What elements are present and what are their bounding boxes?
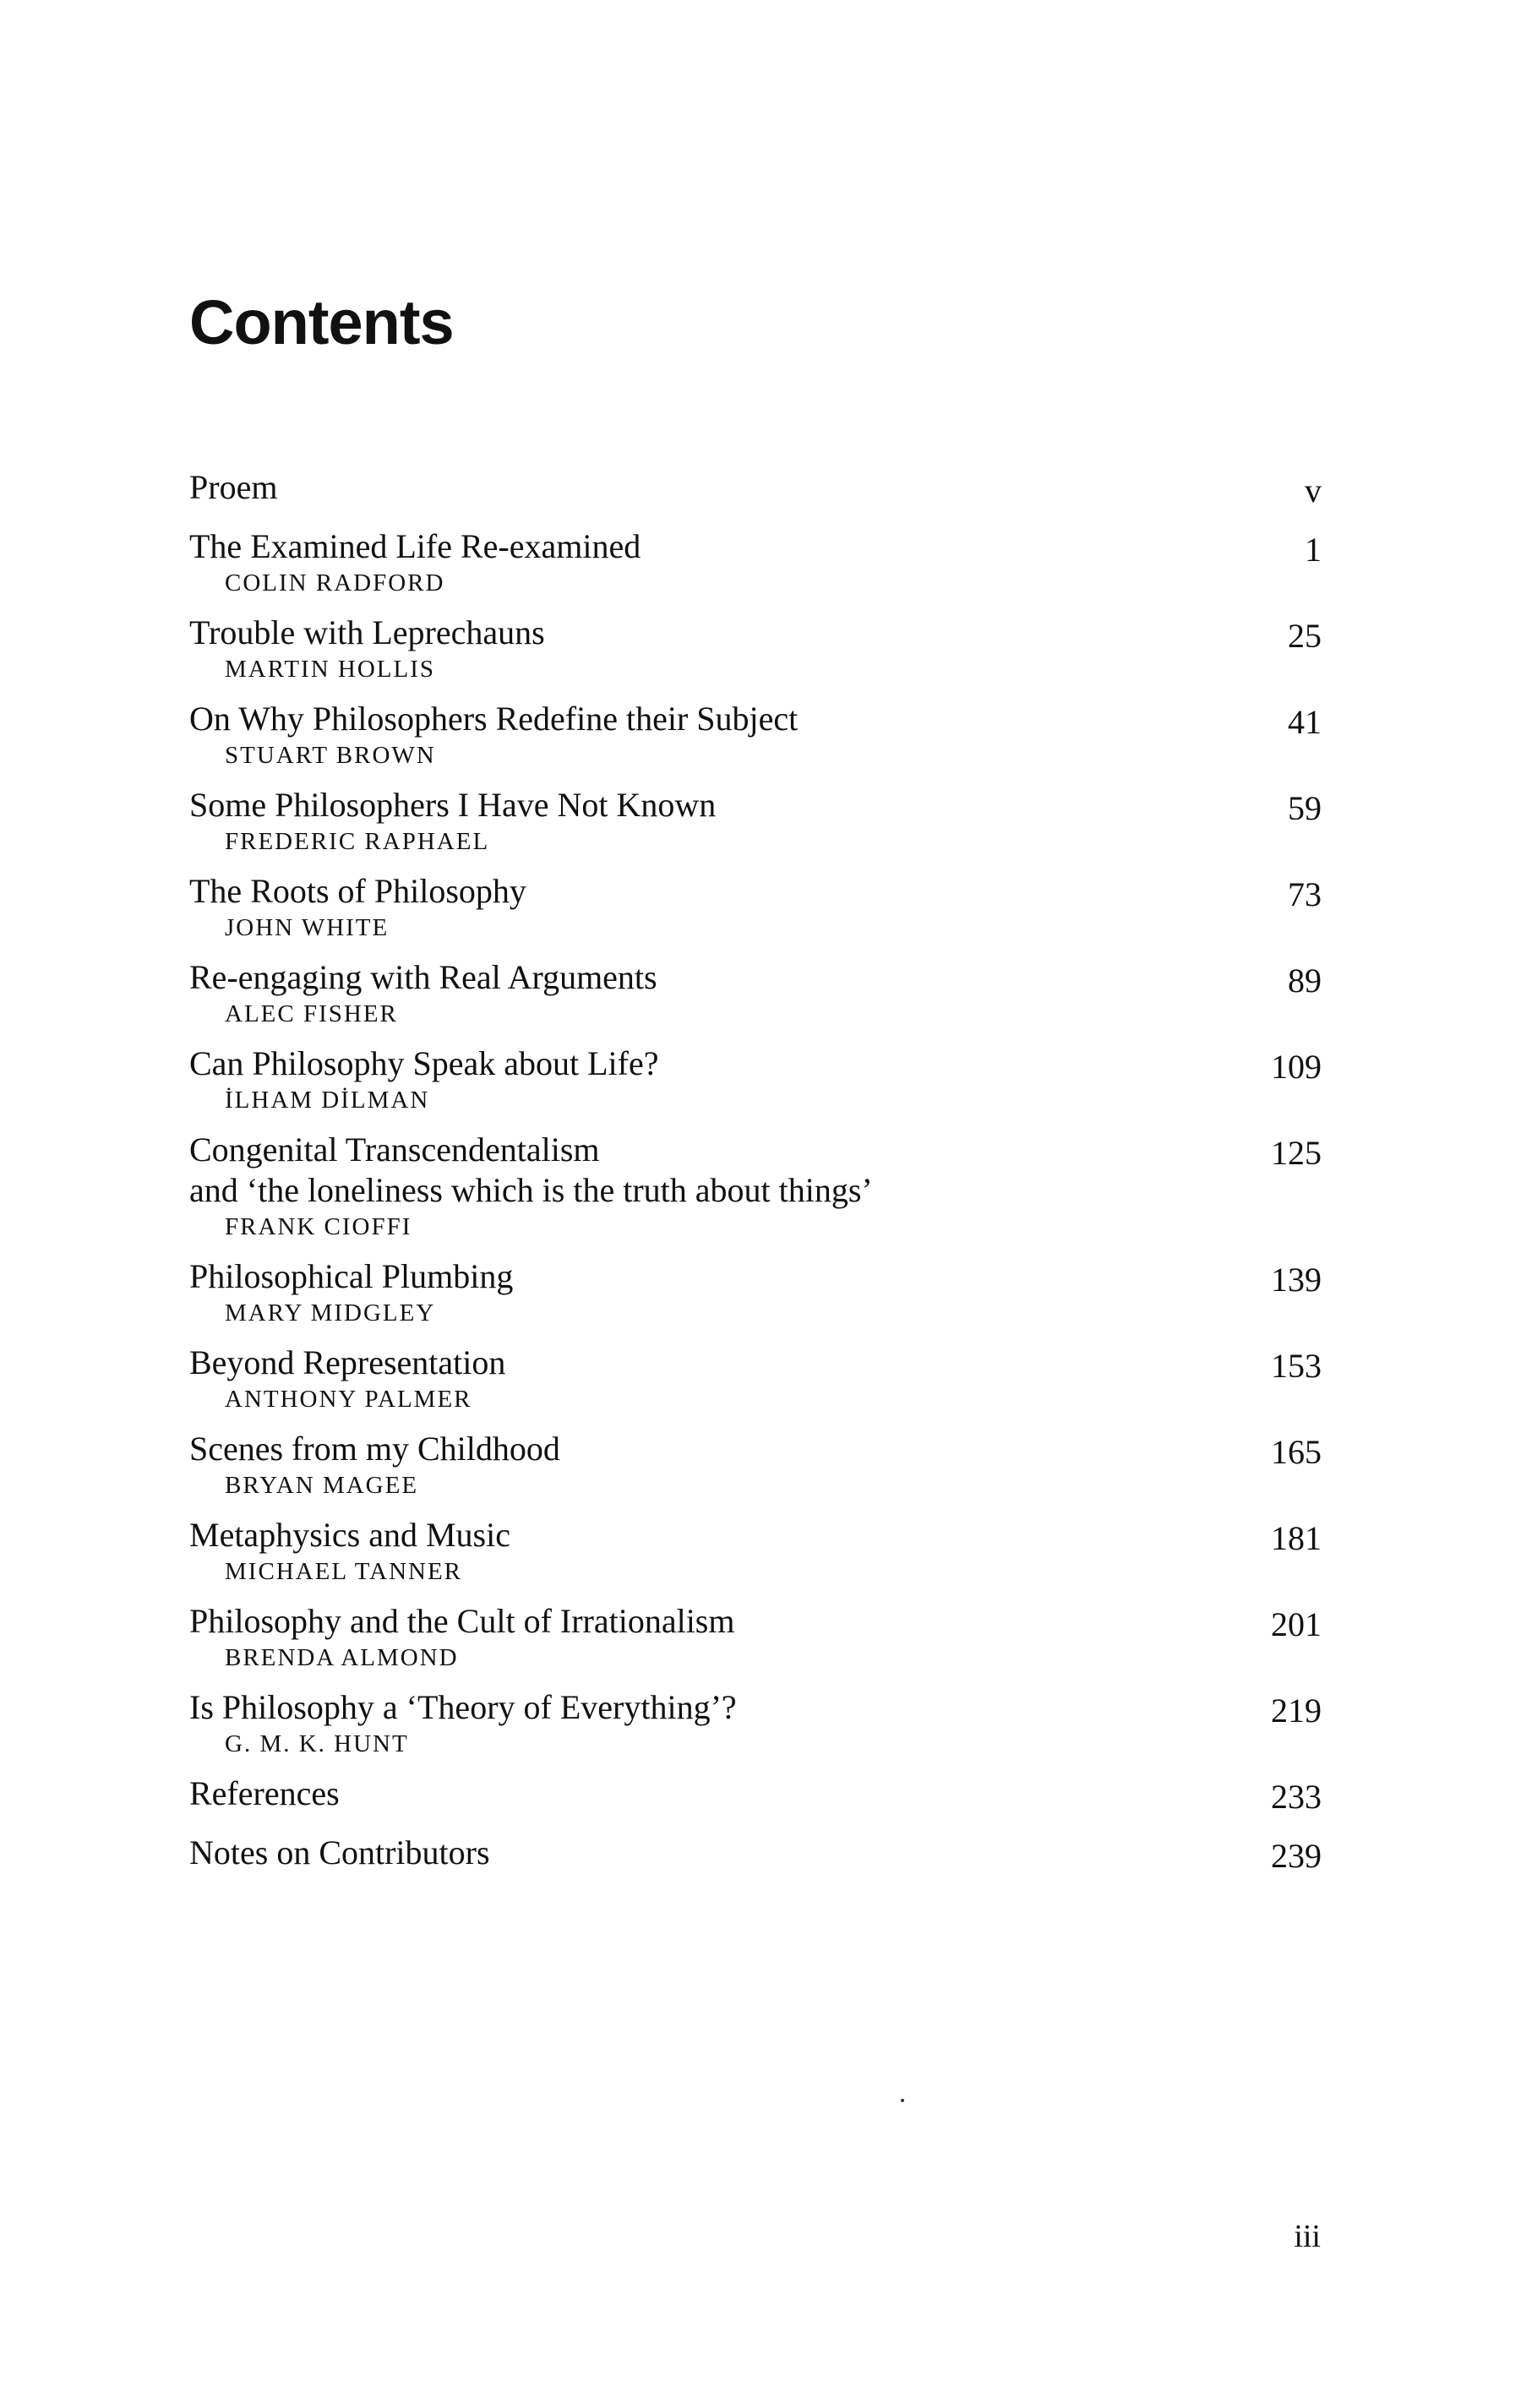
toc-entry-author: ANTHONY PALMER: [225, 1386, 472, 1413]
stray-ink-mark: [901, 2099, 904, 2102]
toc-entry-page-number: 219: [1271, 1692, 1322, 1730]
toc-entry: [189, 613, 1322, 685]
toc-entry-page-number: 89: [1288, 962, 1322, 1000]
toc-entry-page-number: 73: [1288, 875, 1322, 913]
toc-entry: [189, 1343, 1322, 1415]
toc-entry-page-number: v: [1305, 471, 1322, 509]
toc-entry-title: [189, 1343, 1322, 1383]
toc-entry-title: [189, 699, 1322, 739]
toc-entry-title-line: Beyond Representation: [189, 1343, 506, 1381]
toc-entry-title: [189, 1601, 1322, 1642]
toc-entry-page-number: 239: [1271, 1837, 1322, 1875]
toc-entry-page-number: 25: [1288, 617, 1322, 655]
toc-entry: [189, 871, 1322, 944]
toc-entry-page-number: 201: [1271, 1605, 1322, 1643]
toc-entry: [189, 1130, 1322, 1243]
toc-entry-author: BRENDA ALMOND: [225, 1644, 459, 1671]
toc-entry-title: [189, 467, 1322, 508]
toc-entry-title: [189, 1515, 1322, 1555]
toc-entry-author: MARTIN HOLLIS: [225, 656, 435, 683]
toc-entry-title-line: Some Philosophers I Have Not Known: [189, 786, 717, 824]
toc-entry-title: [189, 1429, 1322, 1469]
toc-entry-title: [189, 526, 1322, 567]
toc-entry-author: İLHAM DİLMAN: [225, 1087, 430, 1114]
toc-entry-page-number: 181: [1271, 1519, 1322, 1557]
toc-entry-title: [189, 1256, 1322, 1297]
toc-entry: [189, 1773, 1322, 1814]
toc-entry-page-number: 1: [1305, 531, 1322, 569]
toc-entry-title: [189, 1773, 1322, 1814]
toc-entry: [189, 1429, 1322, 1501]
toc-entry-author: ALEC FISHER: [225, 1000, 398, 1027]
toc-entry-title-line: References: [189, 1774, 340, 1812]
toc-entry-title: [189, 1043, 1322, 1084]
toc-entry: [189, 1687, 1322, 1760]
toc-entry-author: MARY MIDGLEY: [225, 1299, 436, 1327]
toc-entry-title-line: Philosophical Plumbing: [189, 1257, 514, 1295]
toc-entry: [189, 699, 1322, 771]
toc-entry-author: BRYAN MAGEE: [225, 1472, 419, 1499]
toc-entry-author: FREDERIC RAPHAEL: [225, 828, 490, 855]
toc-entry-author: JOHN WHITE: [225, 914, 390, 941]
toc-entry-title: [189, 871, 1322, 912]
toc-entry-title: [189, 1833, 1322, 1873]
toc-entry-title: [189, 1687, 1322, 1728]
toc-entry-title-line: Is Philosophy a ‘Theory of Everything’?: [189, 1688, 737, 1726]
toc-entry-title: [189, 1130, 1322, 1211]
toc-entry-page-number: 41: [1288, 703, 1322, 741]
toc-entry-title-line: and ‘the loneliness which is the truth about things’: [189, 1171, 873, 1209]
toc-entry-author: COLIN RADFORD: [225, 569, 445, 597]
toc-entry-page-number: 125: [1271, 1134, 1322, 1172]
toc-entry-page-number: 59: [1288, 789, 1322, 827]
toc-entry-page-number: 233: [1271, 1778, 1322, 1816]
toc-entry: [189, 957, 1322, 1030]
toc-entry: [189, 785, 1322, 858]
toc-entry: [189, 526, 1322, 599]
toc-entry-title-line: Trouble with Leprechauns: [189, 613, 545, 651]
toc-entry: [189, 1043, 1322, 1116]
toc-entry-title-line: The Examined Life Re-examined: [189, 527, 641, 565]
toc-entry-title-line: Re-engaging with Real Arguments: [189, 958, 657, 996]
toc-entry-page-number: 139: [1271, 1261, 1322, 1299]
toc-entry: [189, 1601, 1322, 1674]
toc-entry-title-line: On Why Philosophers Redefine their Subject: [189, 700, 799, 738]
toc-entry: [189, 1515, 1322, 1588]
toc-entry-author: MICHAEL TANNER: [225, 1558, 463, 1585]
page-number: iii: [1294, 2219, 1321, 2254]
toc-entry-title-line: Proem: [189, 468, 278, 506]
toc-entry: [189, 1833, 1322, 1873]
toc-entry-title: [189, 957, 1322, 998]
toc-entry-title-line: Congenital Transcendentalism: [189, 1130, 600, 1169]
toc-entry-author: G. M. K. HUNT: [225, 1730, 409, 1757]
toc-entry: [189, 467, 1322, 508]
toc-entry-title-line: Can Philosophy Speak about Life?: [189, 1044, 659, 1082]
toc-entry-title-line: Philosophy and the Cult of Irrationalism: [189, 1602, 735, 1640]
toc-entry: [189, 1256, 1322, 1329]
toc-entry-title-line: Notes on Contributors: [189, 1833, 490, 1871]
toc-entry-page-number: 109: [1271, 1048, 1322, 1086]
toc-entry-author: STUART BROWN: [225, 742, 436, 769]
toc-entry-title-line: Scenes from my Childhood: [189, 1430, 560, 1468]
toc-entry-page-number: 165: [1271, 1433, 1322, 1471]
toc-entry-page-number: 153: [1271, 1347, 1322, 1385]
page-title: Contents: [189, 287, 454, 357]
toc-entry-title: [189, 613, 1322, 653]
toc-entry-title-line: The Roots of Philosophy: [189, 872, 526, 910]
table-of-contents: [189, 467, 1322, 1892]
toc-entry-title-line: Metaphysics and Music: [189, 1516, 510, 1554]
toc-entry-author: FRANK CIOFFI: [225, 1213, 412, 1240]
toc-entry-title: [189, 785, 1322, 825]
